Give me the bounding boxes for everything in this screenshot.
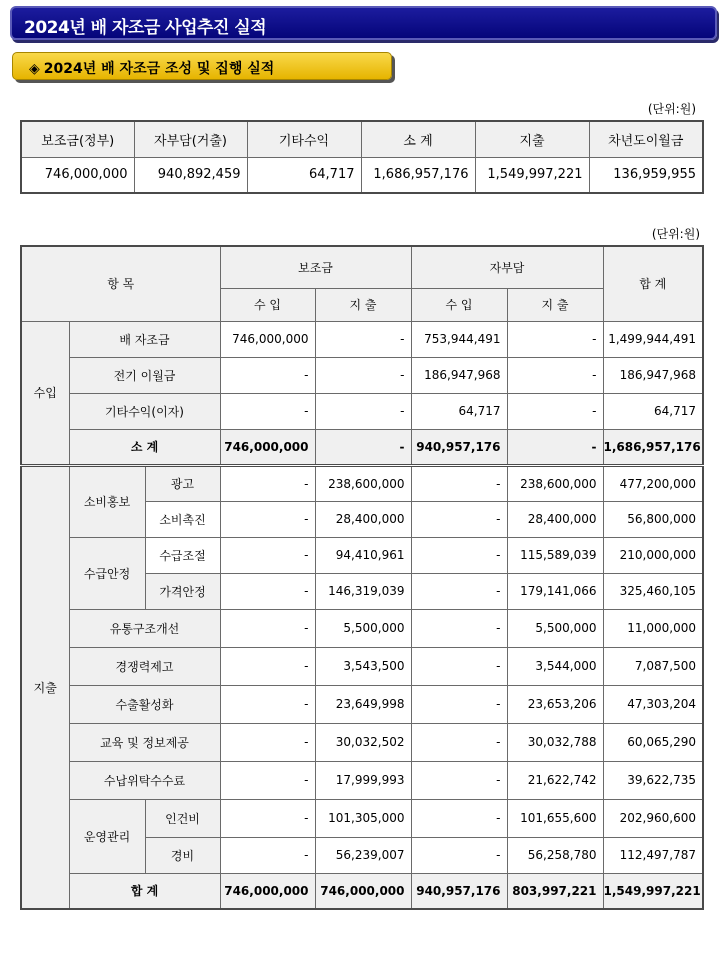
cell: 3,543,500 (315, 647, 411, 685)
summary-value-self: 940,892,459 (134, 157, 247, 193)
header-subsidy-in: 수 입 (220, 288, 315, 321)
detail-header-row-1 (21, 246, 703, 288)
header-self: 자부담 (411, 246, 603, 288)
cell: 746,000,000 (220, 873, 315, 909)
summary-header-carryover: 차년도이월금 (589, 121, 703, 157)
cell: 5,500,000 (507, 609, 603, 647)
cell: 1,686,957,176 (603, 429, 703, 465)
row-label: 광고 (145, 465, 220, 501)
section-title (29, 58, 274, 78)
table-row (21, 321, 703, 357)
cell: 477,200,000 (603, 465, 703, 501)
cell: 60,065,290 (603, 723, 703, 761)
summary-value-other: 64,717 (247, 157, 361, 193)
cell: 238,600,000 (507, 465, 603, 501)
header-subsidy-out: 지 출 (315, 288, 411, 321)
cell: 753,944,491 (411, 321, 507, 357)
row-label: 소비촉진 (145, 501, 220, 537)
cell: - (411, 685, 507, 723)
cell: - (411, 573, 507, 609)
cell: - (411, 647, 507, 685)
cell: - (315, 321, 411, 357)
summary-header-expense: 지출 (475, 121, 589, 157)
row-label: 교육 및 정보제공 (69, 723, 220, 761)
summary-header-subtotal: 소 계 (361, 121, 475, 157)
row-label: 소 계 (69, 429, 220, 465)
cell: 94,410,961 (315, 537, 411, 573)
cell: 11,000,000 (603, 609, 703, 647)
cell: - (220, 573, 315, 609)
cell: - (411, 501, 507, 537)
summary-value-subsidy: 746,000,000 (21, 157, 134, 193)
row-label: 수출활성화 (69, 685, 220, 723)
cell: 56,258,780 (507, 837, 603, 873)
cell: - (220, 537, 315, 573)
cell: - (315, 429, 411, 465)
header-self-out: 지 출 (507, 288, 603, 321)
summary-header-row (21, 121, 703, 157)
cell: 746,000,000 (220, 429, 315, 465)
cell: 28,400,000 (315, 501, 411, 537)
table-row (21, 685, 703, 723)
header-subsidy: 보조금 (220, 246, 411, 288)
table-row (21, 357, 703, 393)
cell: 202,960,600 (603, 799, 703, 837)
cell: 23,649,998 (315, 685, 411, 723)
cell: - (220, 609, 315, 647)
cell: 115,589,039 (507, 537, 603, 573)
cell: 64,717 (411, 393, 507, 429)
group-label-supply: 수급안정 (69, 537, 145, 609)
section-title-text: 2024년 배 자조금 조성 및 집행 실적 (43, 61, 275, 77)
table-row (21, 647, 703, 685)
cell: - (507, 429, 603, 465)
cell: 803,997,221 (507, 873, 603, 909)
table-row (21, 799, 703, 837)
summary-value-expense: 1,549,997,221 (475, 157, 589, 193)
cell: - (220, 723, 315, 761)
cell: - (220, 647, 315, 685)
income-subtotal-row (21, 429, 703, 465)
expense-group-label: 지출 (21, 465, 69, 909)
header-total: 합 계 (603, 246, 703, 321)
page-title: 2024년 배 자조금 사업추진 실적 (24, 18, 267, 38)
summary-header-subsidy: 보조금(정부) (21, 121, 134, 157)
cell: - (411, 465, 507, 501)
cell: 179,141,066 (507, 573, 603, 609)
cell: 56,239,007 (315, 837, 411, 873)
cell: 21,622,742 (507, 761, 603, 799)
diamond-icon: ◈ (29, 61, 40, 77)
table-row (21, 609, 703, 647)
cell: 64,717 (603, 393, 703, 429)
cell: 210,000,000 (603, 537, 703, 573)
summary-value-row (21, 157, 703, 193)
cell: - (220, 501, 315, 537)
cell: 47,303,204 (603, 685, 703, 723)
cell: - (220, 465, 315, 501)
row-label: 배 자조금 (69, 321, 220, 357)
cell: 112,497,787 (603, 837, 703, 873)
summary-header-self: 자부담(거출) (134, 121, 247, 157)
cell: 39,622,735 (603, 761, 703, 799)
summary-value-subtotal: 1,686,957,176 (361, 157, 475, 193)
cell: - (507, 357, 603, 393)
cell: 17,999,993 (315, 761, 411, 799)
row-label: 수납위탁수수료 (69, 761, 220, 799)
cell: 28,400,000 (507, 501, 603, 537)
cell: 30,032,502 (315, 723, 411, 761)
table-row (21, 761, 703, 799)
cell: 746,000,000 (220, 321, 315, 357)
cell: 23,653,206 (507, 685, 603, 723)
cell: - (507, 321, 603, 357)
cell: - (220, 837, 315, 873)
cell: 186,947,968 (603, 357, 703, 393)
cell: 940,957,176 (411, 429, 507, 465)
page-title-bar (10, 6, 717, 40)
cell: - (411, 837, 507, 873)
cell: - (220, 393, 315, 429)
cell: - (220, 357, 315, 393)
cell: 238,600,000 (315, 465, 411, 501)
cell: - (315, 357, 411, 393)
income-group-label: 수입 (21, 321, 69, 465)
row-label: 가격안정 (145, 573, 220, 609)
row-label: 유통구조개선 (69, 609, 220, 647)
cell: 7,087,500 (603, 647, 703, 685)
cell: - (411, 799, 507, 837)
grand-total-row (21, 873, 703, 909)
cell: - (411, 761, 507, 799)
cell: - (411, 609, 507, 647)
table-row (21, 537, 703, 573)
row-label: 인건비 (145, 799, 220, 837)
cell: 1,549,997,221 (603, 873, 703, 909)
cell: 101,305,000 (315, 799, 411, 837)
header-self-in: 수 입 (411, 288, 507, 321)
cell: 101,655,600 (507, 799, 603, 837)
table-row (21, 393, 703, 429)
detail-table (20, 245, 704, 910)
group-label-ops: 운영관리 (69, 799, 145, 873)
summary-header-other: 기타수익 (247, 121, 361, 157)
row-label: 기타수익(이자) (69, 393, 220, 429)
cell: 940,957,176 (411, 873, 507, 909)
row-label: 전기 이월금 (69, 357, 220, 393)
cell: 186,947,968 (411, 357, 507, 393)
group-label-promo: 소비홍보 (69, 465, 145, 537)
cell: - (220, 761, 315, 799)
cell: 30,032,788 (507, 723, 603, 761)
cell: - (507, 393, 603, 429)
table-row (21, 465, 703, 501)
cell: 325,460,105 (603, 573, 703, 609)
cell: 3,544,000 (507, 647, 603, 685)
cell: - (315, 393, 411, 429)
summary-value-carryover: 136,959,955 (589, 157, 703, 193)
cell: 5,500,000 (315, 609, 411, 647)
cell: 146,319,039 (315, 573, 411, 609)
table-row (21, 723, 703, 761)
cell: - (220, 685, 315, 723)
cell: - (411, 723, 507, 761)
row-label: 경쟁력제고 (69, 647, 220, 685)
row-label: 수급조절 (145, 537, 220, 573)
detail-unit-label: (단위:원) (651, 227, 700, 241)
cell: - (411, 537, 507, 573)
summary-table (20, 120, 704, 194)
row-label: 합 계 (69, 873, 220, 909)
section-title-bar (12, 52, 392, 80)
cell: 1,499,944,491 (603, 321, 703, 357)
summary-unit-label: (단위:원) (647, 102, 696, 116)
cell: - (220, 799, 315, 837)
row-label: 경비 (145, 837, 220, 873)
cell: 56,800,000 (603, 501, 703, 537)
cell: 746,000,000 (315, 873, 411, 909)
header-item: 항 목 (21, 246, 220, 321)
